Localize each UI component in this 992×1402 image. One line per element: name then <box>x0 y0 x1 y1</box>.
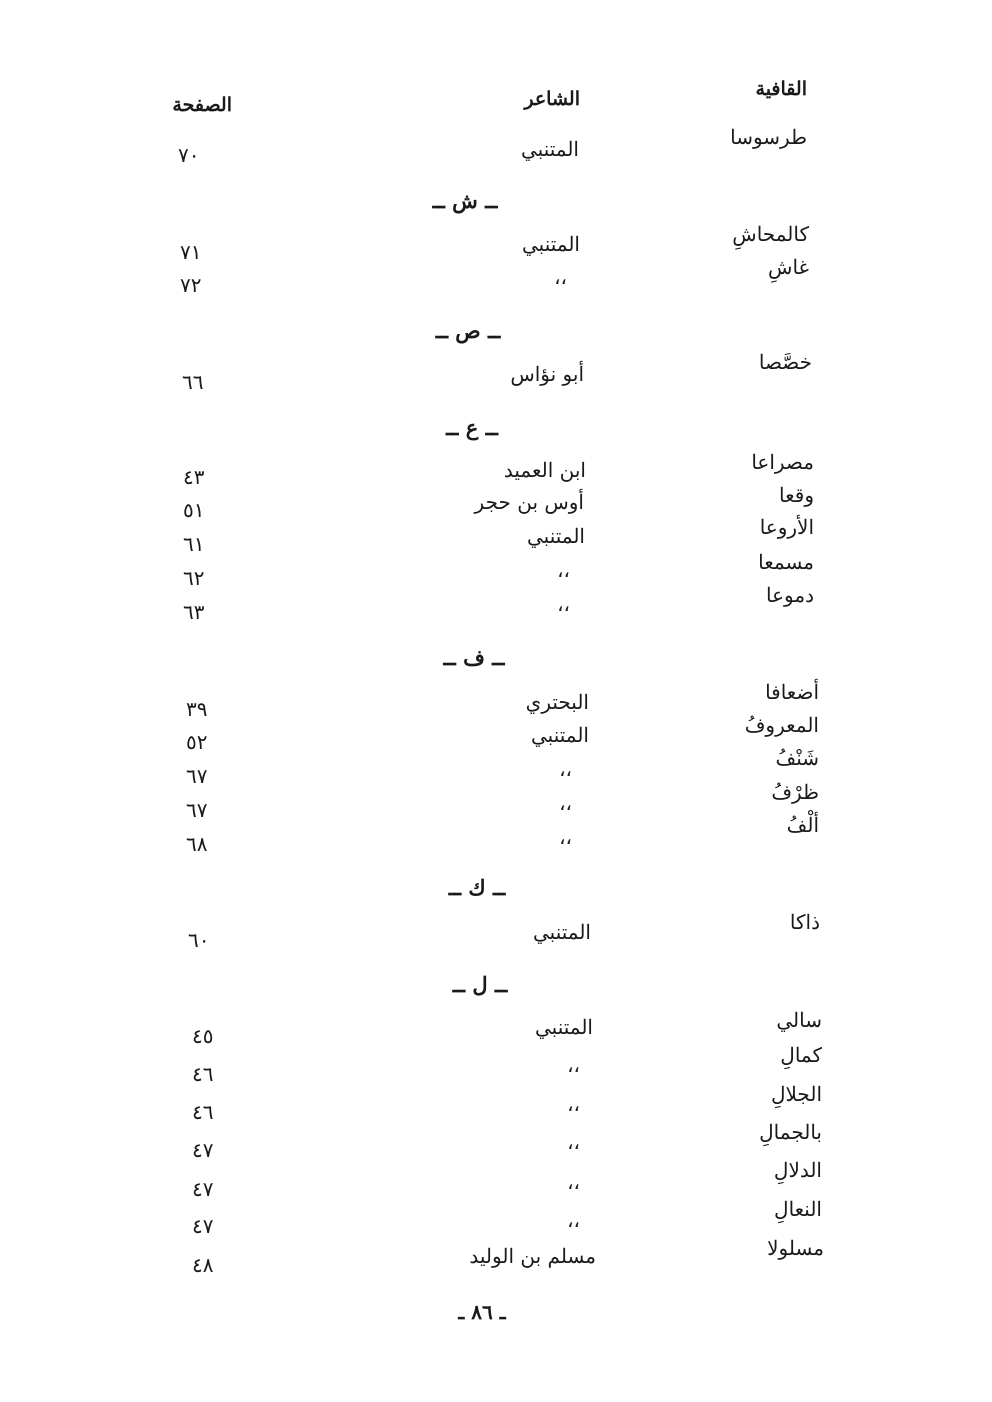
poet-entry: ،، <box>567 1170 580 1194</box>
rhyme-entry: مصراعا <box>751 450 814 474</box>
poet-entry: المتنبي <box>527 524 585 548</box>
section-letter-kaf: ــ ك ــ <box>448 875 506 900</box>
poet-entry: ،، <box>559 791 572 815</box>
rhyme-entry: الدلالِ <box>773 1158 822 1182</box>
rhyme-entry: طرسوسا <box>730 125 807 149</box>
rhyme-entry: بالجمالِ <box>759 1120 822 1144</box>
page-entry: ٦٨ <box>186 832 208 856</box>
poet-entry: ابن العميد <box>503 458 586 482</box>
poet-entry: المتنبي <box>531 723 589 747</box>
section-letter-sad: ــ ص ــ <box>435 318 501 343</box>
rhyme-entry: ألْفُ <box>786 813 819 837</box>
page-entry: ٣٩ <box>186 697 208 721</box>
rhyme-entry: كمالِ <box>780 1043 822 1067</box>
page-entry: ٦٦ <box>182 370 204 394</box>
rhyme-entry: شَنْفُ <box>775 746 819 770</box>
page-entry: ٧٠ <box>178 143 200 167</box>
poet-entry: ،، <box>554 265 567 289</box>
poet-entry: ،، <box>557 592 570 616</box>
poet-entry: مسلم بن الوليد <box>469 1244 596 1268</box>
poet-entry: ،، <box>557 558 570 582</box>
section-letter-fa: ــ ف ــ <box>443 645 505 670</box>
page-entry: ٤٧ <box>192 1138 214 1162</box>
poet-entry: ،، <box>567 1092 580 1116</box>
page-entry: ٤٥ <box>192 1024 214 1048</box>
rhyme-entry: ذاكا <box>789 910 820 934</box>
section-letter-lam: ــ ل ــ <box>452 972 508 997</box>
poet-entry: ،، <box>567 1053 580 1077</box>
rhyme-entry: الجلالِ <box>770 1082 822 1106</box>
poet-entry: أبو نؤاس <box>510 362 584 386</box>
rhyme-entry: وقعا <box>779 483 814 507</box>
poet-entry: البحتري <box>525 690 589 714</box>
poet-entry: المتنبي <box>521 137 579 161</box>
page-entry: ٤٦ <box>192 1100 214 1124</box>
header-poet: الشاعر <box>524 88 580 110</box>
section-letter-ain: ــ ع ــ <box>446 415 498 440</box>
page-entry: ٤٧ <box>192 1177 214 1201</box>
poet-entry: ،، <box>567 1208 580 1232</box>
page-entry: ٦٧ <box>186 798 208 822</box>
page-entry: ٦١ <box>183 532 205 556</box>
header-page: الصفحة <box>172 94 232 116</box>
rhyme-entry: مسمعا <box>758 550 814 574</box>
page-entry: ٦٣ <box>183 600 205 624</box>
page-entry: ٥٢ <box>186 730 208 754</box>
poet-entry: ،، <box>559 757 572 781</box>
poet-entry: ،، <box>559 825 572 849</box>
section-letter-shin: ــ ش ــ <box>432 188 498 213</box>
rhyme-entry: مسلولا <box>767 1236 824 1260</box>
page-entry: ٤٣ <box>183 465 205 489</box>
rhyme-entry: دموعا <box>766 583 814 607</box>
page-entry: ٤٨ <box>192 1253 214 1277</box>
poet-entry: المتنبي <box>533 920 591 944</box>
rhyme-entry: المعروفُ <box>744 713 819 737</box>
page-entry: ٤٦ <box>192 1062 214 1086</box>
rhyme-entry: النعالِ <box>774 1197 822 1221</box>
poet-entry: ،، <box>567 1130 580 1154</box>
poet-entry: أوس بن حجر <box>474 490 584 514</box>
page-entry: ٦٠ <box>188 928 210 952</box>
poet-entry: المتنبي <box>522 232 580 256</box>
page-entry: ٥١ <box>183 498 205 522</box>
rhyme-entry: سالي <box>776 1008 822 1032</box>
rhyme-entry: الأروعا <box>759 515 814 539</box>
rhyme-entry: كالمحاشِ <box>732 222 809 246</box>
rhyme-entry: غاشِ <box>768 255 809 279</box>
page-entry: ٤٧ <box>192 1214 214 1238</box>
page-entry: ٦٧ <box>186 764 208 788</box>
rhyme-entry: ظرْفُ <box>771 780 819 804</box>
rhyme-entry: أضعافا <box>765 680 819 704</box>
rhyme-entry: خصَّصا <box>758 350 812 374</box>
page-entry: ٧١ <box>180 240 202 264</box>
footer-page-number: ـ ٨٦ ـ <box>458 1300 506 1324</box>
header-rhyme: القافية <box>755 78 807 100</box>
page-entry: ٧٢ <box>180 273 202 297</box>
page-entry: ٦٢ <box>183 566 205 590</box>
poet-entry: المتنبي <box>535 1015 593 1039</box>
